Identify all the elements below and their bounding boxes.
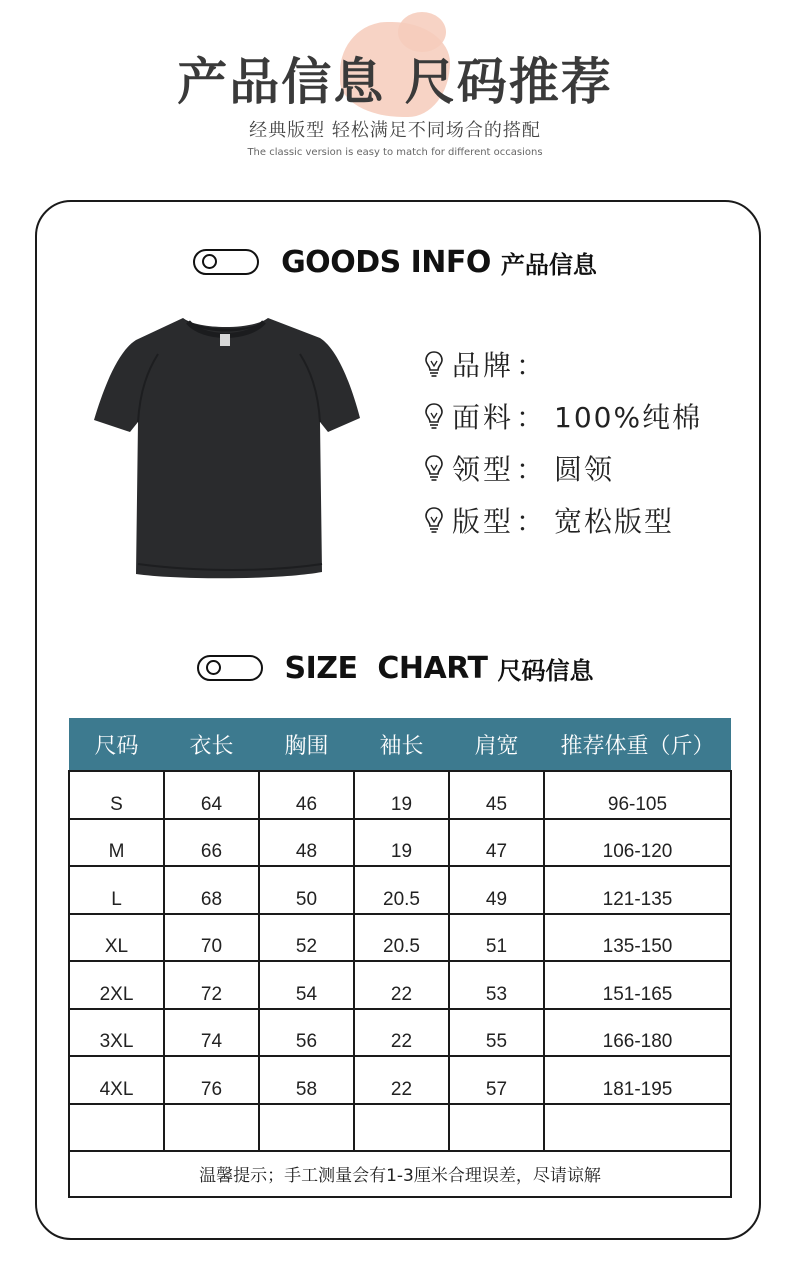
table-cell: 96-105: [544, 771, 731, 819]
column-header-weight: 推荐体重（斤）: [544, 718, 731, 771]
column-header-sleeve: 袖长: [354, 718, 449, 771]
table-cell: 52: [259, 914, 354, 962]
table-cell: 49: [449, 866, 544, 914]
lightbulb-icon: [424, 454, 444, 482]
table-row: [69, 1056, 731, 1104]
table-row: [69, 819, 731, 867]
table-cell: 166-180: [544, 1009, 731, 1057]
table-cell: [449, 1104, 544, 1152]
page-subtitle-english: The classic version is easy to match for different occasions: [247, 147, 543, 158]
table-row: [69, 1104, 731, 1152]
table-cell: 64: [164, 771, 259, 819]
table-cell: S: [69, 771, 164, 819]
lightbulb-icon: [424, 402, 444, 430]
table-cell: M: [69, 819, 164, 867]
table-note-row: [69, 1151, 731, 1197]
table-cell: L: [69, 866, 164, 914]
table-cell: 121-135: [544, 866, 731, 914]
measurement-note: 温馨提示；手工测量会有1-3厘米合理误差，尽请谅解: [69, 1151, 731, 1197]
table-cell: 3XL: [69, 1009, 164, 1057]
table-cell: [544, 1104, 731, 1152]
attribute-brand: 品牌 ：: [424, 338, 764, 390]
table-cell: [259, 1104, 354, 1152]
table-cell: 46: [259, 771, 354, 819]
table-cell: 45: [449, 771, 544, 819]
column-header-chest: 胸围: [259, 718, 354, 771]
table-cell: [354, 1104, 449, 1152]
table-cell: 66: [164, 819, 259, 867]
table-row: [69, 771, 731, 819]
goods-info-heading-en: GOODS INFO: [281, 244, 491, 280]
size-chart-heading-cn: 尺码信息: [497, 656, 594, 685]
table-header-row: [69, 718, 731, 771]
table-cell: 19: [354, 771, 449, 819]
table-cell: 56: [259, 1009, 354, 1057]
table-cell: 106-120: [544, 819, 731, 867]
table-cell: 20.5: [354, 866, 449, 914]
size-chart-heading: [0, 646, 790, 690]
table-cell: 58: [259, 1056, 354, 1104]
column-header-length: 衣长: [164, 718, 259, 771]
table-cell: XL: [69, 914, 164, 962]
table-cell: 76: [164, 1056, 259, 1104]
table-cell: 48: [259, 819, 354, 867]
size-chart-table: [68, 718, 732, 1198]
goods-info-heading-cn: 产品信息: [500, 250, 597, 279]
table-cell: 181-195: [544, 1056, 731, 1104]
table-cell: 57: [449, 1056, 544, 1104]
table-row: [69, 1009, 731, 1057]
table-cell: 70: [164, 914, 259, 962]
table-cell: 53: [449, 961, 544, 1009]
lightbulb-icon: [424, 350, 444, 378]
table-cell: 20.5: [354, 914, 449, 962]
table-row: [69, 914, 731, 962]
page-header: [0, 0, 790, 180]
table-cell: 4XL: [69, 1056, 164, 1104]
column-header-size: 尺码: [69, 718, 164, 771]
product-attribute-list: [424, 338, 764, 546]
table-cell: 54: [259, 961, 354, 1009]
goods-info-heading: [0, 240, 790, 284]
table-cell: 50: [259, 866, 354, 914]
table-cell: 47: [449, 819, 544, 867]
page-subtitle: 经典版型 轻松满足不同场合的搭配: [249, 120, 541, 141]
table-cell: [69, 1104, 164, 1152]
lightbulb-icon: [424, 506, 444, 534]
table-cell: 151-165: [544, 961, 731, 1009]
page-title: 产品信息 尺码推荐: [177, 53, 613, 111]
column-header-shoulder: 肩宽: [449, 718, 544, 771]
table-cell: 72: [164, 961, 259, 1009]
toggle-icon: [193, 249, 259, 275]
table-cell: 22: [354, 961, 449, 1009]
attribute-collar: 领型 ： 圆领: [424, 442, 764, 494]
table-row: [69, 866, 731, 914]
table-cell: 19: [354, 819, 449, 867]
table-cell: 22: [354, 1009, 449, 1057]
table-cell: 51: [449, 914, 544, 962]
size-chart-heading-en: SIZE CHART: [284, 650, 488, 686]
table-cell: 68: [164, 866, 259, 914]
attribute-fit: 版型 ： 宽松版型: [424, 494, 764, 546]
toggle-icon: [197, 655, 263, 681]
tshirt-image: [88, 310, 368, 585]
table-row: [69, 961, 731, 1009]
table-cell: 74: [164, 1009, 259, 1057]
table-cell: 55: [449, 1009, 544, 1057]
table-cell: 135-150: [544, 914, 731, 962]
table-cell: 22: [354, 1056, 449, 1104]
attribute-fabric: 面料 ： 100%纯棉: [424, 390, 764, 442]
table-cell: 2XL: [69, 961, 164, 1009]
table-cell: [164, 1104, 259, 1152]
